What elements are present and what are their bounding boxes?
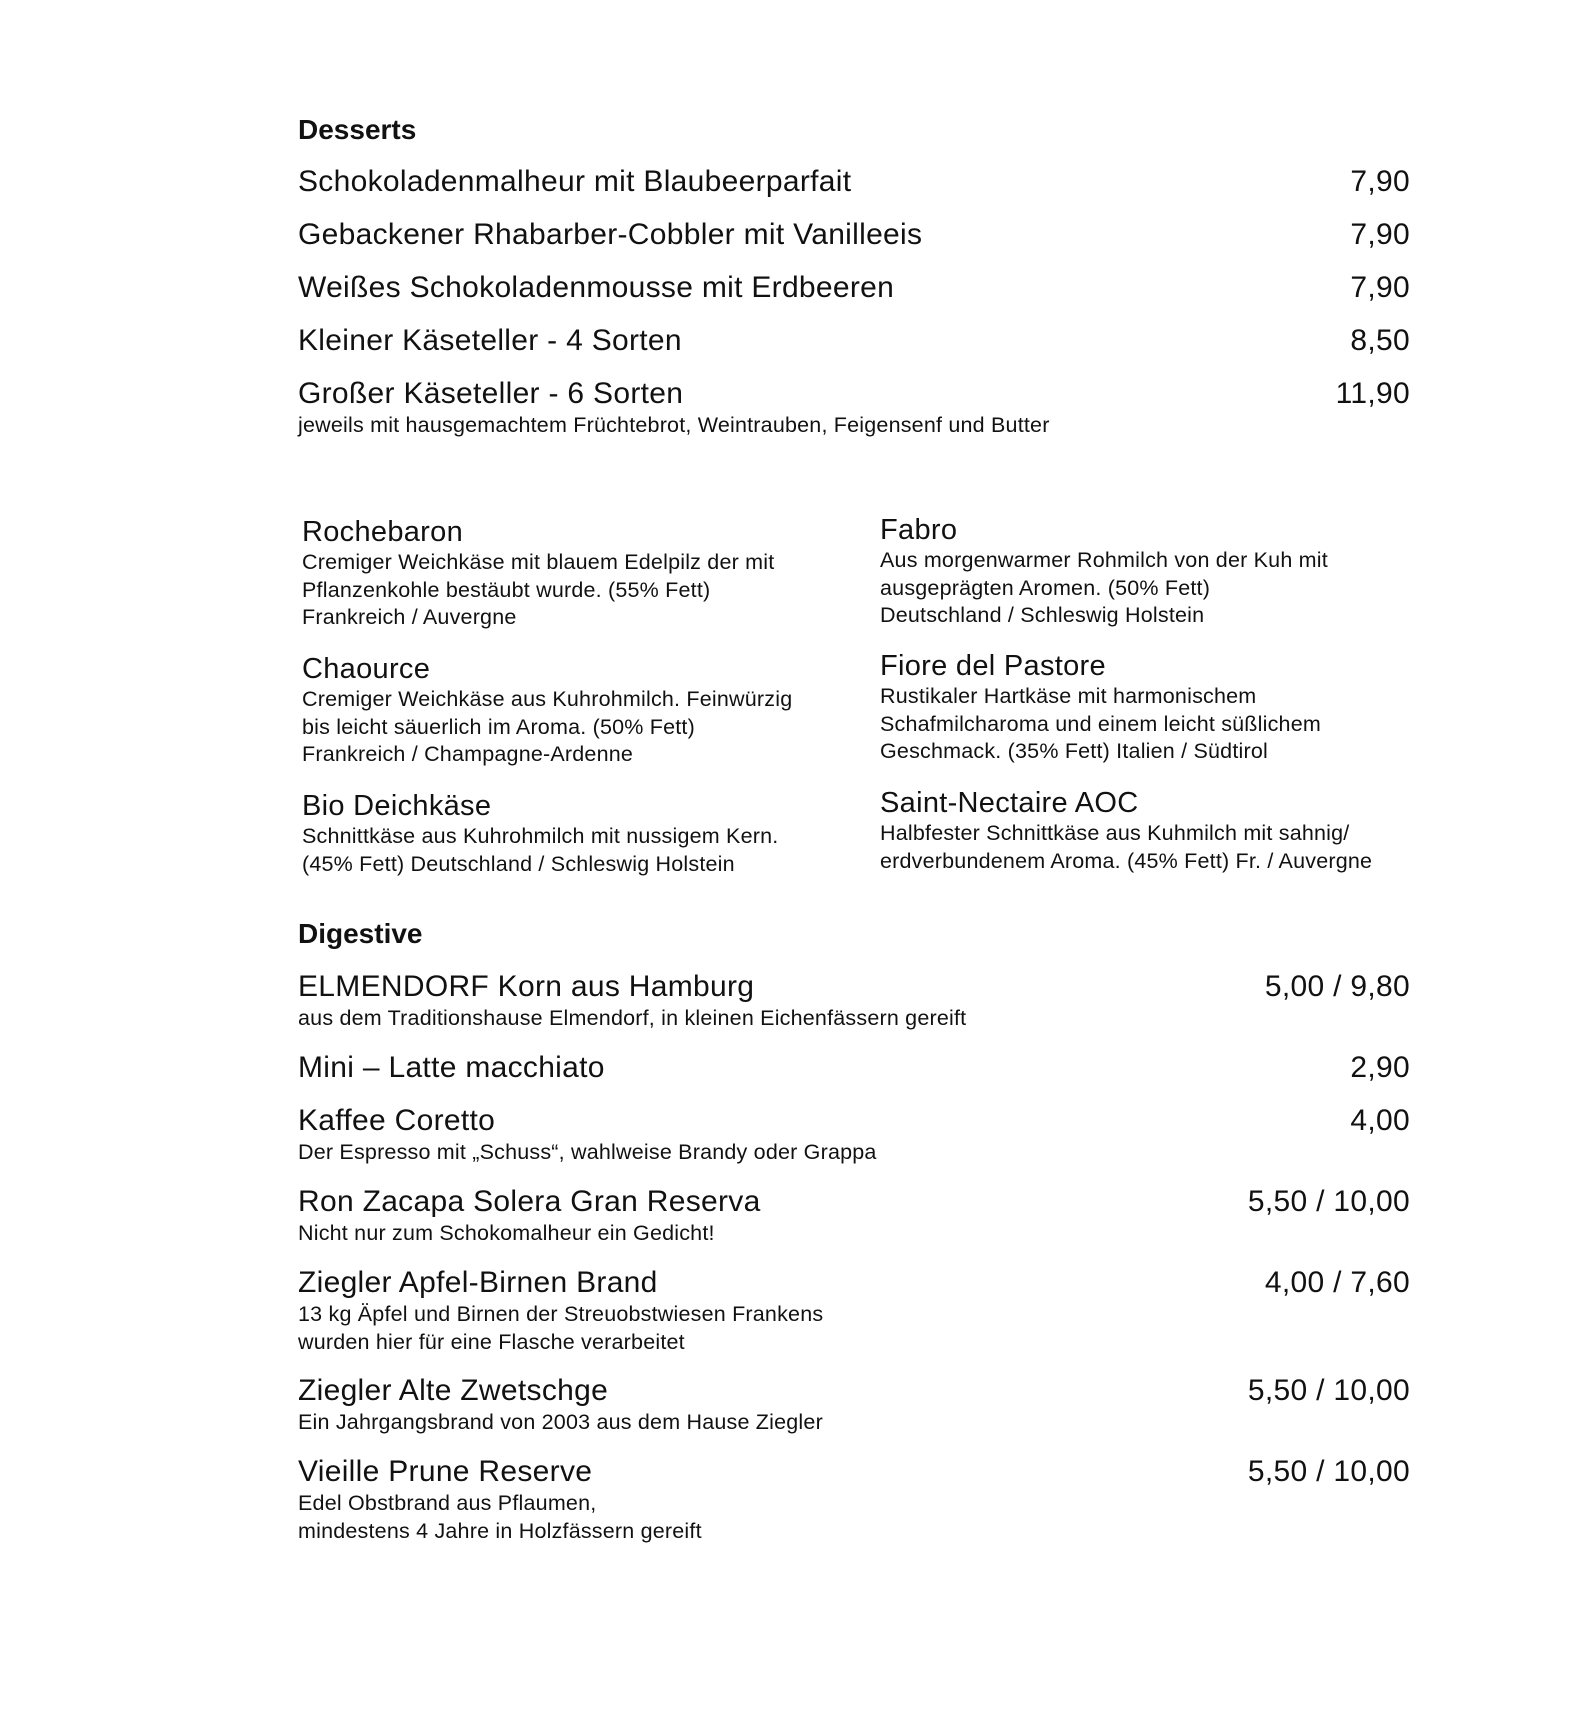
cheese-entry	[880, 513, 1440, 630]
cheese-description-line: Pflanzenkohle bestäubt wurde. (55% Fett)	[302, 577, 711, 602]
digestive-name: Vieille Prune Reserve	[298, 1455, 593, 1488]
cheese-description-line: Halbfester Schnittkäse aus Kuhmilch mit sahnig/	[880, 821, 1350, 845]
digestive-item	[298, 1185, 1410, 1247]
digestive-price: 2,90	[1350, 1051, 1410, 1084]
digestive-description: Ein Jahrgangsbrand von 2003 aus dem Hause Ziegler	[298, 1410, 823, 1434]
digestive-name: ELMENDORF Korn aus Hamburg	[298, 970, 755, 1003]
cheese-name: Bio Deichkäse	[302, 790, 492, 822]
cheese-description	[302, 686, 862, 769]
digestive-price: 5,50 / 10,00	[1247, 1374, 1410, 1407]
cheese-description-line: Schnittkäse aus Kuhrohmilch mit nussigem Kern.	[302, 824, 779, 848]
cheese-entry	[880, 786, 1440, 875]
cheese-description-line: ausgeprägten Aromen. (50% Fett)	[880, 575, 1211, 600]
cheese-description-line: Schafmilcharoma und einem leicht süßlichem	[880, 711, 1321, 736]
digestive-description: wurden hier für eine Flasche verarbeitet	[298, 1330, 685, 1354]
cheese-name: Fiore del Pastore	[880, 650, 1106, 682]
cheese-description-line: Frankreich / Champagne-Ardenne	[302, 742, 634, 766]
digestive-item	[298, 1374, 1410, 1436]
cheese-description-line: Geschmack. (35% Fett) Italien / Südtirol	[880, 739, 1268, 763]
cheese-description-line: Cremiger Weichkäse mit blauem Edelpilz der mit	[302, 550, 775, 574]
digestive-description: Edel Obstbrand aus Pflaumen,	[298, 1491, 597, 1515]
cheese-entry	[302, 789, 862, 878]
cheese-name: Chaource	[302, 653, 431, 685]
dessert-price: 7,90	[1350, 218, 1410, 251]
cheese-description	[880, 547, 1440, 630]
dessert-name: Schokoladenmalheur mit Blaubeerparfait	[298, 165, 852, 198]
digestive-name: Ziegler Alte Zwetschge	[298, 1374, 609, 1407]
cheese-name: Fabro	[880, 514, 958, 546]
cheese-description-line: bis leicht säuerlich im Aroma. (50% Fett)	[302, 714, 695, 739]
dessert-name: Großer Käseteller - 6 Sorten	[298, 377, 684, 410]
dessert-price: 11,90	[1335, 377, 1410, 410]
digestive-price: 4,00 / 7,60	[1264, 1266, 1410, 1299]
desserts-heading: Desserts	[298, 114, 417, 145]
cheese-description-line: Rustikaler Hartkäse mit harmonischem	[880, 684, 1257, 708]
cheese-description	[302, 823, 862, 878]
dessert-item	[298, 165, 1410, 199]
digestive-description: mindestens 4 Jahre in Holzfässern gereift	[298, 1519, 702, 1543]
cheese-description	[302, 549, 862, 632]
digestive-description: Der Espresso mit „Schuss“, wahlweise Brandy oder Grappa	[298, 1140, 877, 1164]
digestive-item	[298, 1266, 1410, 1356]
digestive-description: aus dem Traditionshause Elmendorf, in kleinen Eichenfässern gereift	[298, 1006, 967, 1030]
cheese-entry	[880, 649, 1440, 766]
dessert-name: Weißes Schokoladenmousse mit Erdbeeren	[298, 271, 895, 304]
dessert-item	[298, 271, 1410, 305]
cheese-description-line: Deutschland / Schleswig Holstein	[880, 603, 1205, 627]
cheese-description-line: Frankreich / Auvergne	[302, 605, 517, 629]
digestive-heading: Digestive	[298, 918, 423, 949]
dessert-item	[298, 324, 1410, 358]
digestive-price: 5,50 / 10,00	[1247, 1185, 1410, 1218]
digestive-description: Nicht nur zum Schokomalheur ein Gedicht!	[298, 1221, 715, 1245]
dessert-item	[298, 377, 1410, 439]
dessert-name: Kleiner Käseteller - 4 Sorten	[298, 324, 682, 357]
digestive-price: 4,00	[1350, 1104, 1410, 1137]
dessert-description: jeweils mit hausgemachtem Früchtebrot, Weintrauben, Feigensenf und Butter	[298, 413, 1050, 437]
digestive-name: Kaffee Coretto	[298, 1104, 496, 1137]
digestive-item	[298, 1104, 1410, 1166]
dessert-price: 7,90	[1350, 271, 1410, 304]
digestive-name: Ron Zacapa Solera Gran Reserva	[298, 1185, 761, 1218]
dessert-price: 7,90	[1350, 165, 1410, 198]
digestive-name: Ziegler Apfel-Birnen Brand	[298, 1266, 658, 1299]
digestive-item	[298, 1051, 1410, 1085]
dessert-price: 8,50	[1350, 324, 1410, 357]
digestive-item	[298, 970, 1410, 1032]
cheese-name: Rochebaron	[302, 516, 463, 548]
cheese-description	[880, 820, 1440, 875]
cheese-description	[880, 683, 1440, 766]
cheese-entry	[302, 515, 862, 632]
dessert-name: Gebackener Rhabarber-Cobbler mit Vanilleeis	[298, 218, 923, 251]
digestive-description: 13 kg Äpfel und Birnen der Streuobstwiesen Frankens	[298, 1302, 824, 1326]
cheese-description-line: erdverbundenem Aroma. (45% Fett) Fr. / Auvergne	[880, 848, 1373, 873]
digestive-item	[298, 1455, 1410, 1545]
cheese-entry	[302, 652, 862, 769]
cheese-description-line: (45% Fett) Deutschland / Schleswig Holstein	[302, 851, 735, 876]
dessert-item	[298, 218, 1410, 252]
cheese-description-line: Aus morgenwarmer Rohmilch von der Kuh mit	[880, 548, 1328, 572]
cheese-description-line: Cremiger Weichkäse aus Kuhrohmilch. Feinwürzig	[302, 687, 793, 711]
digestive-name: Mini – Latte macchiato	[298, 1051, 605, 1084]
digestive-price: 5,00 / 9,80	[1264, 970, 1410, 1003]
digestive-price: 5,50 / 10,00	[1247, 1455, 1410, 1488]
cheese-name: Saint-Nectaire AOC	[880, 787, 1139, 819]
